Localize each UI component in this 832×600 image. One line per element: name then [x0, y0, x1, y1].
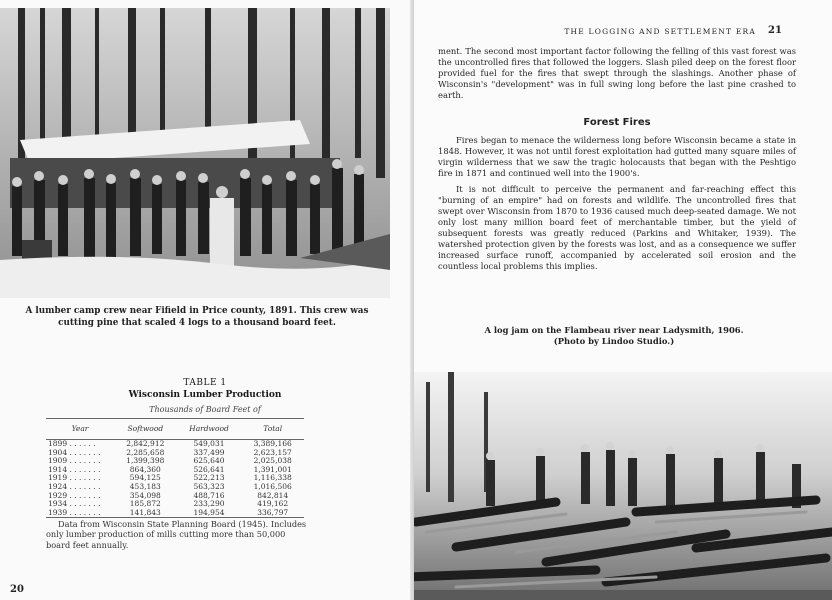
total-cell: 1,116,338	[253, 473, 292, 483]
running-head: THE LOGGING AND SETTLEMENT ERA	[564, 27, 756, 36]
forest-fires-paragraph-1: Fires began to menace the wilderness long before Wisconsin became a state in 1848. However, it was not until forest exploitation had gutted many square miles of virgin wilderness that we saw the tragic holocausts that began with the Peshtigo fire in 1871 and continued well into the 1900's.	[438, 135, 796, 178]
column-header-total: Total	[241, 419, 304, 440]
year-cell: 1939 . . . . . . .	[46, 509, 114, 518]
total-cell: 3,389,166	[253, 439, 292, 449]
total-cell: 2,623,157	[253, 447, 292, 457]
softwood-cell: 354,098	[129, 490, 161, 500]
hardwood-cell: 194,954	[177, 509, 242, 518]
table-row	[46, 509, 304, 518]
softwood-cell: 141,843	[114, 509, 177, 518]
year-cell: 1924 . . . . . . .	[48, 482, 101, 492]
lumber-camp-photo-image	[0, 8, 390, 298]
table-title: Wisconsin Lumber Production	[128, 390, 282, 400]
column-header-year: Year	[46, 419, 114, 440]
table-number: TABLE 1	[183, 378, 227, 388]
total-cell: 842,814	[257, 490, 289, 500]
hardwood-cell: 526,641	[193, 464, 225, 474]
total-cell: 2,025,038	[253, 456, 292, 466]
table-header-row	[46, 419, 304, 440]
softwood-cell: 864,360	[129, 464, 161, 474]
lumber-camp-caption: A lumber camp crew near Fifield in Price county, 1891. This crew was cutting pine that scaled 4 logs to a thousand board feet.	[25, 306, 369, 328]
total-cell: 1,391,001	[253, 464, 292, 474]
softwood-cell: 453,183	[129, 482, 161, 492]
log-jam-caption-line-1: A log jam on the Flambeau river near Ladysmith, 1906.	[484, 325, 744, 335]
log-jam-caption-line-2: (Photo by Lindoo Studio.)	[553, 336, 675, 346]
hardwood-cell: 233,290	[193, 499, 225, 509]
left-page	[0, 0, 414, 600]
right-page-number: 21	[768, 25, 782, 36]
log-jam-photo-image	[414, 372, 832, 600]
softwood-cell: 594,125	[129, 473, 161, 483]
softwood-cell: 1,399,398	[126, 456, 165, 466]
year-cell: 1904 . . . . . . .	[48, 447, 101, 457]
hardwood-cell: 563,323	[193, 482, 225, 492]
softwood-cell: 2,285,658	[126, 447, 165, 457]
table-source-note: Data from Wisconsin State Planning Board (1945). Includes only lumber production of mills cutting more than 50,000 board feet annually.	[46, 519, 307, 550]
left-page-number: 20	[10, 584, 24, 595]
hardwood-cell: 522,213	[193, 473, 225, 483]
log-jam-photo	[414, 372, 832, 600]
hardwood-cell: 625,640	[193, 456, 225, 466]
year-cell: 1899 . . . . . .	[48, 439, 96, 449]
softwood-cell: 185,872	[129, 499, 161, 509]
right-page	[414, 0, 832, 600]
section-heading-forest-fires: Forest Fires	[583, 117, 651, 128]
forest-fires-paragraph-2: It is not difficult to perceive the permanent and far-reaching effect this "burning of an empire" had on forests and wildlife. The uncontrolled fires that swept over Wisconsin from 1870 to 1936 caused much deep-seated damage. We not only lost many million board feet of merchantable timber, but the yield of subsequent forests was greatly reduced (Parkins and Whitaker, 1939). The watershed protection given by the forests was lost, and as a consequence we suffer increased surface runoff, accompanied by accelerated soil erosion and the countless local problems this implies.	[438, 184, 796, 271]
log-jam-caption	[434, 325, 794, 347]
hardwood-cell: 337,499	[193, 447, 225, 457]
year-cell: 1919 . . . . . . .	[48, 473, 101, 483]
year-cell: 1929 . . . . . . .	[48, 490, 101, 500]
total-cell: 1,016,506	[253, 482, 292, 492]
total-cell: 419,162	[257, 499, 289, 509]
column-header-softwood: Softwood	[114, 419, 177, 440]
hardwood-cell: 549,031	[193, 439, 225, 449]
hardwood-cell: 488,716	[193, 490, 225, 500]
softwood-cell: 2,842,912	[126, 439, 165, 449]
lumber-production-table	[46, 418, 304, 518]
column-header-hardwood: Hardwood	[177, 419, 242, 440]
lumber-camp-photo	[0, 8, 390, 298]
opening-paragraph: ment. The second most important factor following the felling of this vast forest was the uncontrolled fires that followed the loggers. Slash piled deep on the forest floor provided fuel for the fires that swept through the slashings. Another phase of Wisconsin's "development" was in full swing long before the last pine crashed to earth.	[438, 46, 796, 100]
total-cell: 336,797	[241, 509, 304, 518]
year-cell: 1914 . . . . . . .	[48, 464, 101, 474]
year-cell: 1909 . . . . . . .	[48, 456, 101, 466]
table-units: Thousands of Board Feet of	[149, 405, 261, 414]
year-cell: 1934 . . . . . . .	[48, 499, 101, 509]
